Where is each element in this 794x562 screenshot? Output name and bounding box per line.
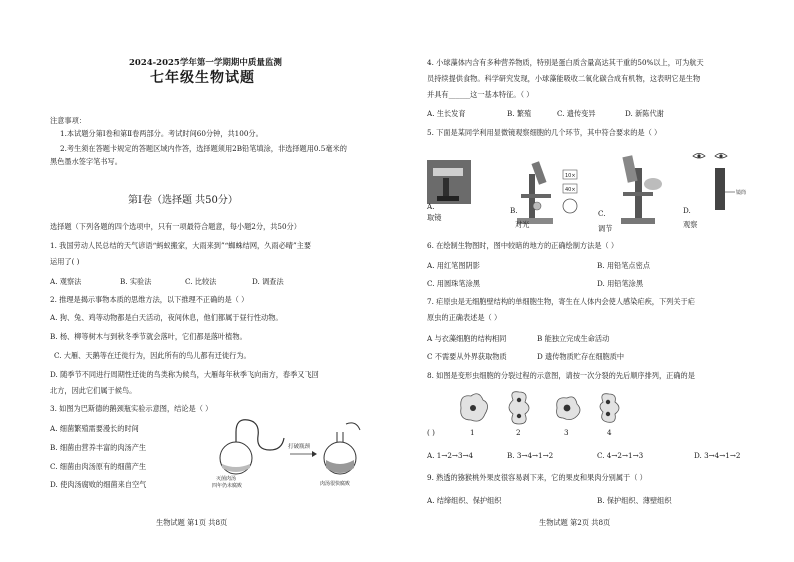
flask-2-neck [337, 432, 343, 442]
q5-option-b: B. [510, 206, 518, 215]
amoeba-2 [509, 392, 529, 424]
q4-option-a: A. 生长发育 [427, 109, 466, 118]
q2-option-a: A. 狗、兔、鸡等动物都是白天活动，夜间休息，他们都属于昼行性动物。 [50, 313, 283, 322]
q5-option-b-caption: 对光 [515, 220, 530, 229]
q7-text-a: 7. 疟原虫是无细胞壁结构的单细胞生物，寄生在人体内会使人感染疟疾，下列关于疟 [427, 297, 695, 306]
q5-option-c-caption: 调节 [598, 224, 613, 233]
left-footer: 生物试题 第1页 共8页 [156, 518, 228, 527]
pasteur-flask-figure [210, 410, 370, 492]
q1-option-d: D. 调查法 [252, 277, 284, 286]
q4-option-c: C. 遗传变异 [557, 109, 596, 118]
q5-option-a: A. [427, 202, 435, 211]
q8-label-4: 4 [607, 428, 612, 437]
q2-text: 2. 推理是揭示事物本质的思维方法，以下推理不正确的是（ ） [50, 295, 249, 304]
notice-2a: 2.考生须在答题卡规定的答题区域内作答，选择题须用2B铅笔填涂，非选择题用0.5毫米的 [60, 144, 347, 153]
q5-a-arm [443, 178, 449, 198]
q5-b-lens2: 40× [565, 187, 576, 193]
q8-text: 8. 如图是变形虫细胞的分裂过程的示意图，请按一次分裂的先后顺序排列，正确的是 [427, 371, 695, 380]
q9-option-b: B. 保护组织、薄壁组织 [597, 496, 672, 505]
q5-a-hand [433, 168, 463, 176]
q7-text-b: 原虫的正确表述是（ ） [427, 313, 502, 322]
header-year: 2024-2025学年第一学期期中质量监测 [129, 58, 282, 68]
q5-c-base [621, 218, 655, 224]
q7-option-c: C 不需要从外界获取物质 [427, 352, 507, 361]
q8-label-3: 3 [564, 428, 569, 437]
q5-b-stage [521, 194, 551, 198]
notice-title: 注意事项： [50, 116, 86, 125]
q3-option-a: A. 细菌繁殖需要漫长的时间 [50, 424, 139, 433]
q6-option-a: A. 用红笔图阴影 [427, 261, 480, 270]
q4-option-d: D. 新陈代谢 [625, 109, 664, 118]
q9-text: 9. 熟透的猕猴桃外果皮很容易剥下来，它的果皮和果肉分别属于（ ） [427, 473, 647, 482]
arrow-head [312, 451, 317, 457]
q5-d-pupil-right [719, 154, 722, 157]
q5-c-stage [623, 192, 653, 196]
q8-amoeba-figures [457, 388, 657, 428]
q6-option-b: B. 用铅笔点密点 [597, 261, 650, 270]
q1-option-a: A. 观察法 [50, 277, 82, 286]
q7-option-a: A 与衣藻细胞的结构相同 [427, 334, 507, 343]
notice-2b: 黑色墨水签字笔书写。 [50, 157, 122, 166]
q5-d-tube [715, 168, 725, 210]
q7-option-d: D 遗传物质贮存在细胞质中 [537, 352, 625, 361]
q4-text-a: 4. 小球藻体内含有多种营养物质，特别是蛋白质含量高达其干重的50%以上，可为航天 [427, 58, 704, 67]
amoeba-3-nucleus [564, 405, 571, 412]
amoeba-4 [600, 394, 619, 423]
right-page [397, 0, 794, 562]
q8-option-c: C. 4→2→1→3 [597, 451, 644, 460]
q2-option-d-b: 北方，因此它们属于候鸟。 [50, 386, 137, 395]
choice-intro: 选择题（下列各题的四个选项中，只有一项最符合题意，每小题2分，共50分） [50, 222, 301, 231]
q5-a-base [437, 196, 459, 201]
q9-option-a: A. 结缔组织、保护组织 [427, 496, 502, 505]
q8-answer-paren: ( ) [427, 428, 435, 437]
page-title: 七年级生物试题 [150, 70, 255, 86]
q8-option-d: D. 3→4→1→2 [694, 451, 741, 460]
amoeba-4-nucleus-a [606, 400, 610, 404]
q8-option-b: B. 3→4→1→2 [507, 451, 554, 460]
q3-option-c: C. 细菌由肉汤原有的细菌产生 [50, 462, 147, 471]
q2-option-b: B. 杨、柳等树木与到秋冬季节就会落叶，它们都是落叶植物。 [50, 332, 247, 341]
broken-neck-piece [346, 423, 360, 430]
q5-option-d-caption: 观察 [683, 220, 698, 229]
q1-text-b: 运用了( ) [50, 257, 80, 266]
q2-option-c: C. 大雁、天鹅等在迁徙行为，因此所有的鸟儿都有迁徙行为。 [54, 351, 251, 360]
q5-text: 5. 下面是某同学利用显微镜观察细胞的几个环节，其中符合要求的是（ ） [427, 128, 662, 137]
q5-option-c: C. [598, 209, 606, 218]
q5-b-field [563, 199, 577, 213]
swan-neck [236, 420, 284, 450]
q5-c-hand [644, 178, 662, 190]
q2-option-d-a: D. 随季节不同进行周期性迁徙的鸟类称为候鸟，大雁每年秋季飞向南方，春季又飞回 [50, 370, 319, 379]
q3-text: 3. 如图为巴斯德的鹅颈瓶实验示意图，结论是（ ） [50, 404, 213, 413]
q8-option-a: A. 1→2→3→4 [427, 451, 474, 460]
q5-b-mirror [533, 202, 541, 210]
q4-option-b: B. 繁殖 [507, 109, 532, 118]
q5-option-d: D. [683, 206, 691, 215]
q5-d-tube-label: 镜筒 [736, 190, 747, 196]
q7-option-b: B 能独立完成生命活动 [537, 334, 610, 343]
q1-option-b: B. 实验法 [120, 277, 152, 286]
fig-flask1-label-a: 灭菌肉汤 [216, 476, 237, 482]
q3-option-d: D. 使肉汤腐败的细菌来自空气 [50, 480, 147, 489]
fig-break-label: 打破瓶颈 [288, 444, 311, 450]
amoeba-4-nucleus-b [606, 412, 610, 416]
q1-option-c: C. 比较法 [185, 277, 217, 286]
q6-option-d: D. 用铅笔涂黑 [597, 279, 644, 288]
fig-flask2-label: 肉汤很快腐败 [320, 481, 351, 487]
q8-label-1: 1 [470, 428, 475, 437]
q5-d-pupil-left [697, 154, 700, 157]
amoeba-2-nucleus-a [517, 398, 521, 402]
right-footer: 生物试题 第2页 共8页 [539, 518, 611, 527]
amoeba-2-nucleus-b [517, 414, 521, 418]
q4-text-c: 并具有______这一基本特征。（ ） [427, 90, 534, 99]
q5-b-lens1: 10× [565, 173, 576, 179]
q4-text-b: 员持续提供食物。科学研究发现，小球藻能吸收二氧化碳合成有机物，这表明它是生物 [427, 74, 701, 83]
q6-option-c: C. 用圆珠笔涂黑 [427, 279, 480, 288]
notice-1: 1.本试题分第Ⅰ卷和第Ⅱ卷两部分。考试时间60分钟，共100分。 [60, 129, 263, 138]
fig-flask1-label-b: 四年仍未腐败 [212, 483, 243, 489]
section-title: 第Ⅰ卷（选择题 共50分） [128, 195, 238, 206]
q5-microscope-figures [425, 148, 775, 232]
amoeba-1-nucleus [470, 405, 476, 411]
q1-text-a: 1. 我国劳动人民总结的天气谚语“蚂蚁搬家，大雨来到”“蜘蛛结网，久雨必晴”主要 [50, 241, 312, 250]
q6-text: 6. 在绘制生物图时，图中较暗的地方的正确绘制方法是（ ） [427, 241, 619, 250]
q8-label-2: 2 [516, 428, 521, 437]
q5-option-a-caption: 取镜 [427, 213, 442, 222]
q3-option-b: B. 细菌由营养丰富的肉汤产生 [50, 443, 147, 452]
